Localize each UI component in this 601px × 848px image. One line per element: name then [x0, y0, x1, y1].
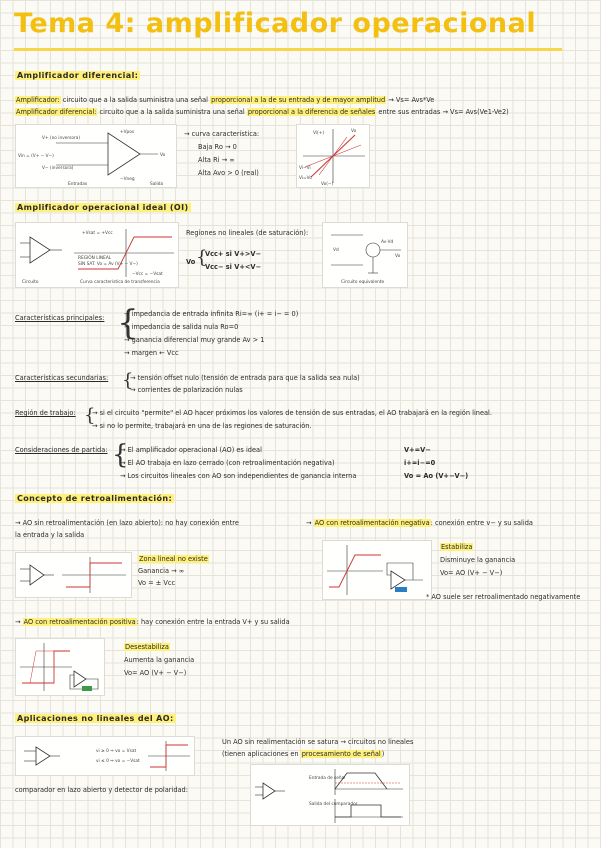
negative-feedback-figure: [322, 540, 432, 600]
svg-text:vi ≥ 0 ⇒ vo = Vsat: vi ≥ 0 ⇒ vo = Vsat: [96, 749, 137, 754]
fig-formula: Vin = (V+ − V−): [18, 154, 54, 159]
trabajo-item-2: → si no lo permite, trabajará en una de las regiones de saturación.: [92, 422, 312, 430]
comparator-figure: [15, 736, 195, 776]
svg-text:V− (inversora): V− (inversora): [42, 166, 74, 171]
prop-ri: Alta Ri → ∞: [198, 156, 235, 164]
svg-text:Circuito equivalente: Circuito equivalente: [341, 280, 385, 285]
svg-text:Curva característica de transf: Curva característica de transferencia: [80, 280, 160, 285]
partida-right-3: Vo = Ao (V+−V−): [404, 472, 469, 480]
partida-label: Consideraciones de partida:: [15, 446, 108, 454]
neg-note-2: Disminuye la ganancia: [440, 556, 516, 564]
section-heading-ideal: Amplificador operacional ideal (OI): [17, 203, 189, 212]
principal-item-3: → ganancia diferencial muy grande Av > 1: [124, 336, 265, 344]
aplic-line2: (tienen aplicaciones en procesamiento de señal): [222, 750, 385, 758]
secundarias-label: Características secundarias:: [15, 374, 109, 382]
pos-note-3: Vo= AO (V+ − V−): [124, 669, 187, 677]
svg-text:Vo: Vo: [351, 129, 357, 134]
svg-text:Vd: Vd: [333, 248, 339, 253]
page-title: Tema 4: amplificador operacional: [14, 8, 537, 39]
svg-text:Vi=Vo: Vi=Vo: [299, 176, 312, 181]
partida-right-2: i+=i−=0: [404, 459, 436, 467]
comparador-label: comparador en lazo abierto y detector de polaridad:: [15, 786, 188, 794]
svg-text:vi ≤ 0 ⇒ vo = −Vsat: vi ≤ 0 ⇒ vo = −Vsat: [96, 759, 140, 764]
svg-text:+Vsat = +Vcc: +Vsat = +Vcc: [82, 231, 113, 236]
svg-text:SIN SAT. Vo = Av (V+ − V−): SIN SAT. Vo = Av (V+ − V−): [78, 262, 138, 267]
section-heading-diferencial: Amplificador diferencial:: [17, 71, 139, 80]
svg-text:Vo: Vo: [160, 153, 166, 158]
svg-text:Vi−Vi: Vi−Vi: [299, 166, 311, 171]
open-loop-figure: [15, 552, 132, 598]
sin-retro-line1: → AO sin retroalimentación (en lazo abierto): no hay conexión entre: [15, 519, 239, 527]
neg-footnote: * AO suele ser retroalimentado negativamente: [426, 593, 581, 601]
svg-text:V+ (no inversora): V+ (no inversora): [42, 136, 81, 141]
partida-item-2: → El AO trabaja en lazo cerrado (con retroalimentación negativa): [120, 459, 335, 467]
trabajo-item-1: → si el circuito "permite" el AO hacer próximos los valores de tensión de sus entradas, el AO trabajará en la región lineal.: [92, 409, 492, 417]
svg-text:+Vpos: +Vpos: [120, 130, 135, 135]
section-heading-aplicaciones: Aplicaciones no lineales del AO:: [17, 714, 174, 723]
trabajo-brace: {: [84, 405, 96, 426]
trabajo-label: Región de trabajo:: [15, 409, 76, 417]
signal-processing-figure: [250, 764, 410, 826]
partida-right-1: V+=V−: [404, 446, 431, 454]
svg-text:REGIÓN LINEAL: REGIÓN LINEAL: [78, 256, 112, 261]
secundaria-item-1: → tensión offset nulo (tensión de entrada para que la salida sea nula): [130, 374, 360, 382]
svg-text:−Vcc = −Vsat: −Vcc = −Vsat: [132, 272, 163, 277]
principales-label: Características principales:: [15, 314, 105, 322]
characteristic-curve-figure: [296, 124, 370, 188]
positive-feedback-figure: [15, 638, 105, 696]
svg-text:Vo: Vo: [395, 254, 401, 259]
svg-text:Salida del comparador: Salida del comparador: [309, 802, 358, 807]
principales-brace: {: [117, 303, 139, 343]
prop-ro: Baja Ro → 0: [198, 143, 237, 151]
svg-text:Entradas: Entradas: [68, 182, 88, 187]
sin-note-3: Vo = ± Vcc: [138, 579, 176, 587]
svg-text:Av·Vd: Av·Vd: [381, 240, 394, 245]
svg-text:Vi(+): Vi(+): [313, 131, 324, 136]
svg-text:Circuito: Circuito: [22, 280, 39, 285]
sin-note-2: Ganancia → ∞: [138, 567, 185, 575]
principal-item-2: → impedancia de salida nula Ro=0: [124, 323, 239, 331]
partida-item-1: → El amplificador operacional (AO) es ideal: [120, 446, 262, 454]
partida-item-3: → Los circuitos lineales con AO son independientes de ganancia interna: [120, 472, 357, 480]
section-heading-retro: Concepto de retroalimentación:: [17, 494, 173, 503]
curve-title: → curva característica:: [184, 130, 260, 138]
case-positive: Vcc+ si V+>V−: [205, 250, 262, 258]
neg-retro-line: → AO con retroalimentación negativa: conexión entre v− y su salida: [306, 519, 533, 527]
aplic-line1: Un AO sin realimentación se satura → circuitos no lineales: [222, 738, 414, 746]
nonlinear-regions-label: Regiones no lineales (de saturación):: [186, 229, 309, 237]
sin-note-1: Zona lineal no existe: [139, 555, 208, 563]
definition-diferencial: Amplificador diferencial: circuito que a la salida suministra una señal proporcional a la diferencia de señales entre sus entradas → Vs= Avs(Ve1-Ve2): [16, 108, 509, 116]
svg-text:Salida: Salida: [150, 182, 164, 187]
ideal-op-amp-figure: [15, 222, 179, 288]
secundaria-item-2: → corrientes de polarización nulas: [130, 386, 243, 394]
svg-text:Vo(−): Vo(−): [321, 182, 334, 187]
pos-note-2: Aumenta la ganancia: [124, 656, 195, 664]
secundarias-brace: {: [122, 370, 134, 391]
cases-brace: {: [196, 247, 208, 268]
sin-retro-line2: la entrada y la salida: [15, 531, 85, 539]
title-underline: [14, 48, 562, 51]
principal-item-1: → impedancia de entrada infinita Ri=∞ (i+ = i− = 0): [124, 310, 299, 318]
neg-note-1: Estabiliza: [441, 543, 473, 551]
differential-amp-figure: [15, 124, 177, 188]
vo-label: Vo: [186, 258, 196, 266]
svg-text:Entrada de señal: Entrada de señal: [309, 776, 346, 781]
partida-brace: {: [112, 440, 129, 470]
neg-note-3: Vo= AO (V+ − V−): [440, 569, 503, 577]
definition-amplificador: Amplificador: circuito que a la salida suministra una señal proporcional a la de su entrada y de mayor amplitud → Vs= Avs*Ve: [16, 96, 435, 104]
pos-retro-line: → AO con retroalimentación positiva: hay conexión entre la entrada V+ y su salida: [15, 618, 290, 626]
prop-avo: Alta Avo > 0 (real): [198, 169, 259, 177]
principal-item-4: → margen ← Vcc: [124, 349, 179, 357]
pos-note-1: Desestabiliza: [125, 643, 169, 651]
equivalent-circuit-figure: [322, 222, 408, 288]
case-negative: Vcc− si V+<V−: [205, 263, 262, 271]
svg-text:−Vneg: −Vneg: [120, 177, 135, 182]
